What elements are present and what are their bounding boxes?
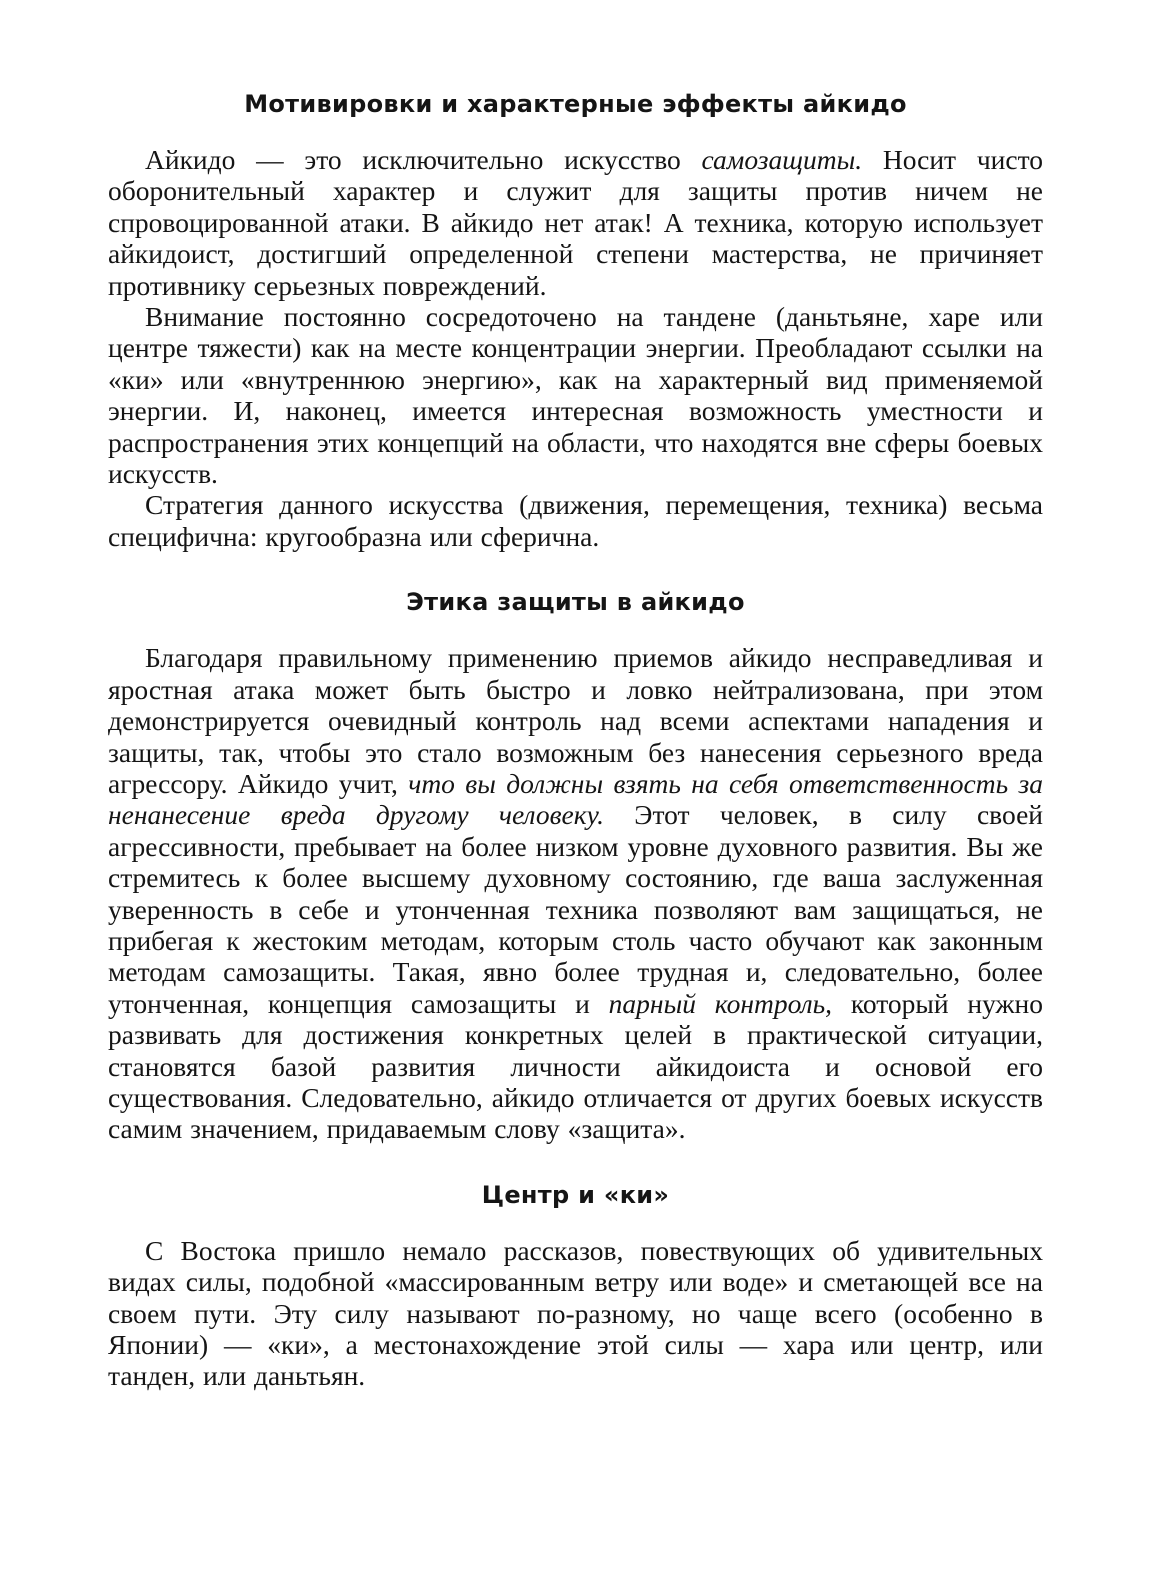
section-body (108, 144, 1043, 552)
text-run: С Востока пришло немало рассказов, повествующих об удивительных видах силы, подобной «массированным ветру или воде» и сметающей все на своем пути. Эту силу называют по-разному, но чаще всего (особенно в Японии) — «ки», а местонахождение этой силы — хара или центр, или танден, или даньтьян. (108, 1234, 1043, 1392)
text-run: Носит чисто оборонительный характер и служит для защиты против ничем не спровоцированной атаки. В айкидо нет атак! А техника, которую использует айкидоист, достигший определенной степени мастерства, не причиняет противнику серьезных повреждений. (108, 144, 1043, 301)
text-run: Стратегия данного искусства (движения, перемещения, техника) весьма специфична: кругообразна или сферична. (108, 489, 1043, 552)
section-heading: Мотивировки и характерные эффекты айкидо (244, 90, 907, 118)
section-motivations (108, 88, 1043, 552)
section-body (108, 642, 1043, 1145)
section-body (108, 1235, 1043, 1392)
italic-text-run: что вы должны взять на себя ответственность за ненанесение вреда другому человеку. (108, 767, 1043, 831)
text-run: Айкидо — это исключительно искусство (145, 144, 702, 175)
section-ethics (108, 586, 1043, 1145)
paragraph (108, 489, 1043, 552)
section-center-ki (108, 1179, 1043, 1392)
paragraph (108, 301, 1043, 489)
paragraph (108, 144, 1043, 301)
paragraph (108, 1235, 1043, 1392)
italic-text-run: самозащиты. (701, 144, 863, 175)
section-heading: Этика защиты в айкидо (406, 588, 745, 617)
text-run: который нужно развивать для достижения конкретных целей в практической ситуации, становятся базой развития личности айкидоиста и основой его существования. Следовательно, айкидо отличается от других боевых искусств самим значением, придаваемым слову «защита». (108, 987, 1044, 1145)
italic-text-run: парный контроль, (608, 987, 833, 1019)
text-run: Благодаря правильному применению приемов айкидо несправедливая и яростная атака может быть быстро и ловко нейтрализована, при этом демонстрируется очевидный контроль над всеми аспектами нападения и защиты, так, чтобы это стало возможным без нанесения серьезного вреда агрессору. Айкидо учит, (108, 642, 1043, 799)
text-run: Внимание постоянно сосредоточено на тандене (даньтьяне, харе или центре тяжести) как на месте концентрации энергии. Преобладают ссылки на «ки» или «внутреннюю энергию», как на характерный вид применяемой энергии. И, наконец, имеется интересная возможность уместности и распространения этих концепций на области, что находятся вне сферы боевых искусств. (108, 301, 1043, 490)
section-heading: Центр и «ки» (481, 1180, 670, 1209)
text-run: Этот человек, в силу своей агрессивности, пребывает на более низком уровне духовного развития. Вы же стремитесь к более высшему духовному состоянию, где ваша заслуженная уверенность в себе и утонченная техника позволяют вам защищаться, не прибегая к жестоким методам, которым столь часто обучают как законным методам самозащиты. Такая, явно более трудная и, следовательно, более утонченная, концепция самозащиты и (108, 799, 1043, 1019)
text-column (108, 88, 1043, 1392)
paragraph (108, 642, 1043, 1145)
